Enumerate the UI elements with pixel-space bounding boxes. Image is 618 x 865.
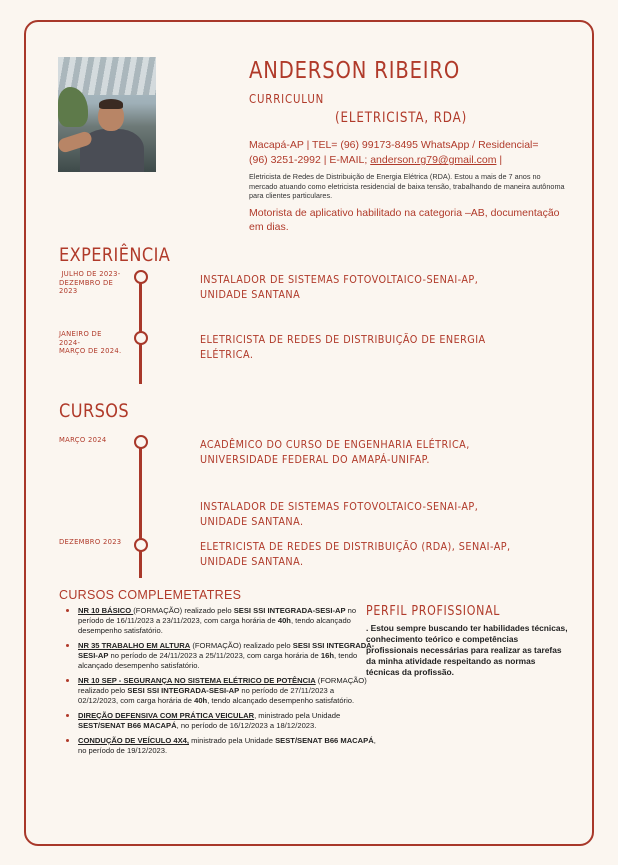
contact-line-end: |: [496, 154, 503, 166]
contact-phone-2: (96) 3251-2992 | E-MAIL;: [249, 154, 371, 166]
experience-date: JANEIRO DE 2024- MARÇO DE 2024.: [59, 330, 122, 355]
cv-label: CURRICULUN: [249, 92, 325, 106]
contact-info: [249, 138, 569, 168]
complementary-course-list: [62, 606, 376, 761]
list-item: • NR 35 TRABALHO EM ALTURA (FORMAÇÃO) realizado pelo SESI SSI INTEGRADA-SESI-AP no período de 24/11/2023 a 25/11/2023, com carga horária de 16h, tendo alcançado desempenho satisfatório.: [78, 641, 376, 671]
email-link[interactable]: anderson.rg79@gmail.com: [370, 154, 497, 166]
driver-license-text: Motorista de aplicativo habilitado na categoria –AB, documentação em dias.: [249, 207, 560, 233]
experience-entry: INSTALADOR DE SISTEMAS FOTOVOLTAICO-SENAI-AP, UNIDADE SANTANA: [200, 273, 479, 301]
timeline-line: [139, 443, 142, 578]
course-date: DEZEMBRO 2023: [59, 538, 122, 546]
list-item: • NR 10 SEP - SEGURANÇA NO SISTEMA ELÉTRICO DE POTÊNCIA (FORMAÇÃO) realizado pelo SESI SSI INTEGRADA-SESI-AP no período de 27/11/2023 a 02/12/2023, com carga horária de 40h, tendo alcançado desempenho satisfatório.: [78, 676, 376, 706]
course-entry: ACADÊMICO DO CURSO DE ENGENHARIA ELÉTRICA, UNIVERSIDADE FEDERAL DO AMAPÁ-UNIFAP.: [200, 438, 470, 466]
course-entry: INSTALADOR DE SISTEMAS FOTOVOLTAICO-SENAI-AP, UNIDADE SANTANA.: [200, 500, 479, 528]
contact-line-1: Macapá-AP | TEL= (96) 99173-8495 WhatsApp / Residencial=: [249, 139, 539, 151]
section-title-cursos: CURSOS: [59, 400, 130, 422]
summary-text: Eletricista de Redes de Distribuição de Energia Elétrica (RDA). Estou a mais de 7 anos no mercado atuando como eletricista residencial de baixa tensão, trabalhando de maneira autônoma para clientes particulares.: [249, 172, 565, 200]
profile-photo: [58, 57, 156, 172]
course-entry: ELETRICISTA DE REDES DE DISTRIBUIÇÃO (RDA), SENAI-AP, UNIDADE SANTANA.: [200, 540, 511, 568]
timeline-line: [139, 274, 142, 384]
experience-date: JULHO DE 2023- DEZEMBRO DE 2023: [59, 270, 121, 295]
section-title-complementares: CURSOS COMPLEMETATRES: [59, 588, 242, 602]
timeline-dot: [134, 435, 148, 449]
timeline-dot: [134, 270, 148, 284]
list-item: • DIREÇÃO DEFENSIVA COM PRÁTICA VEICULAR, ministrado pela Unidade SEST/SENAT B66 MACAPÁ, no período de 16/12/2023 a 18/12/2023.: [78, 711, 376, 731]
section-title-perfil: PERFIL PROFISSIONAL: [366, 604, 501, 619]
job-role: (ELETRICISTA, RDA): [335, 110, 468, 126]
timeline-dot: [134, 538, 148, 552]
list-item: • NR 10 BÁSICO (FORMAÇÃO) realizado pelo SESI SSI INTEGRADA-SESI-AP no período de 16/11/2023 a 23/11/2023, com carga horária de 40h, tendo alcançado desempenho satisfatório.: [78, 606, 376, 636]
profile-text: . Estou sempre buscando ter habilidades técnicas, conhecimento teórico e competências profissionais necessárias para realizar as tarefas da minha atividade respeitando as normas técnicas da profissão.: [366, 623, 568, 677]
course-date: MARÇO 2024: [59, 436, 107, 444]
list-item: • CONDUÇÃO DE VEÍCULO 4X4, ministrado pela Unidade SEST/SENAT B66 MACAPÁ, no período de 19/12/2023.: [78, 736, 376, 756]
section-title-experiencia: EXPERIÊNCIA: [59, 244, 171, 266]
timeline-dot: [134, 331, 148, 345]
candidate-name: ANDERSON RIBEIRO: [249, 58, 461, 84]
experience-entry: ELETRICISTA DE REDES DE DISTRIBUIÇÃO DE ENERGIA ELÉTRICA.: [200, 333, 486, 361]
